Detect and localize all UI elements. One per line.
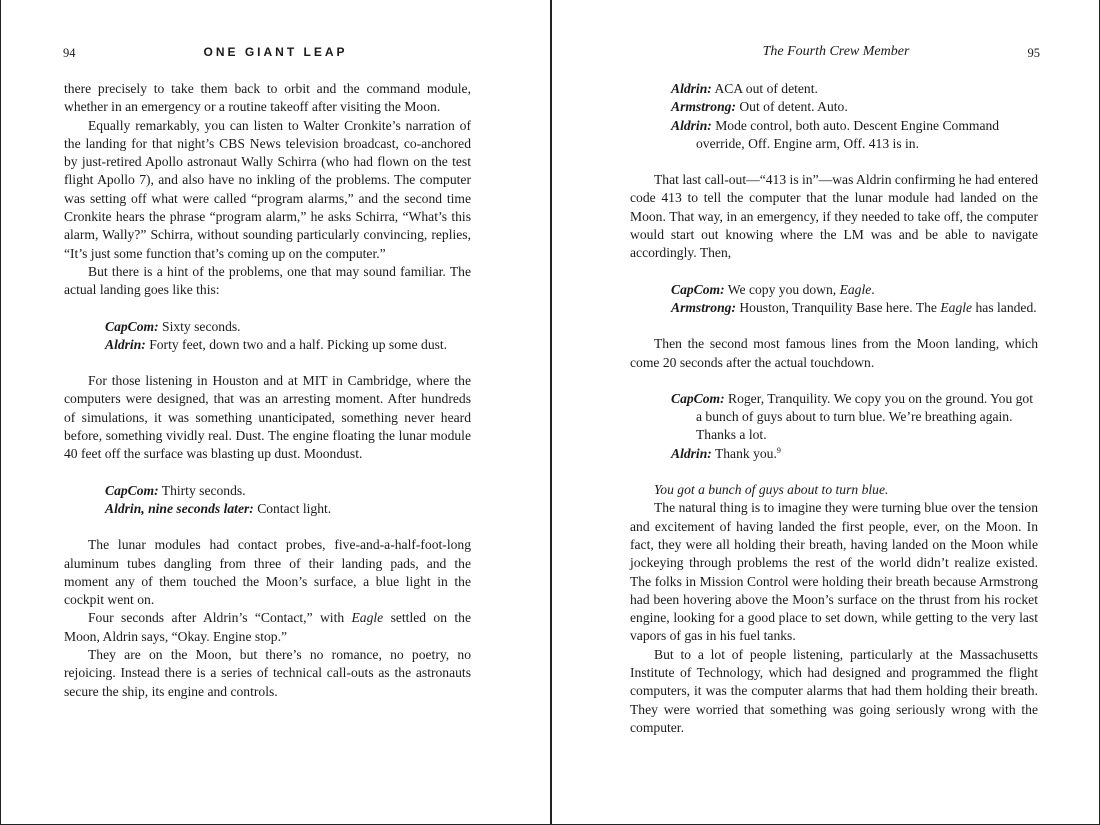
speaker-name: CapCom: (671, 281, 725, 297)
paragraph: there precisely to take them back to orbit and the command module, whether in an emergency or a routine takeoff after visiting the Moon. (64, 81, 471, 115)
paragraph: For those listening in Houston and at MIT in Cambridge, where the computers were designed, that was an arresting moment. After hundreds of simulations, it was something unanticipated, something never heard before, something vividly real. Dust. The engine floating the lunar module 40 feet off the surface was blasting up dust. Moondust. (64, 373, 471, 462)
running-head: ONE GIANT LEAP (203, 45, 348, 59)
paragraph: They are on the Moon, but there’s no romance, no poetry, no rejoicing. Instead there is a series of technical call-outs as the astronauts secure the ship, its engine and controls. (64, 647, 471, 699)
dialogue-line: Aldrin: Thank you.$^9$ (671, 445, 781, 461)
speaker-name: Aldrin: (671, 81, 712, 96)
paragraph: But to a lot of people listening, particularly at the Massachusetts Institute of Technology, which had designed and programmed the flight computers, it was the computer alarms that had them holding their breath. They were worried that something was going seriously wrong with the computer. (630, 646, 1038, 735)
dialogue-line: CapCom: Thirty seconds. (105, 482, 246, 498)
speaker-name: Aldrin: (671, 117, 712, 133)
speaker-name: CapCom: (105, 318, 159, 334)
dialogue-line: Aldrin: ACA out of detent. (671, 81, 818, 96)
speaker-name: Aldrin, nine seconds later: (105, 500, 254, 516)
dialogue-block (64, 318, 471, 355)
right-page-header (632, 43, 1040, 63)
paragraph: The lunar modules had contact probes, five-and-a-half-foot-long aluminum tubes dangling from three of their landing pads, and the moment any of them touched the Moon’s surface, a blue light in the cockpit went on. (64, 537, 471, 608)
paragraph: Equally remarkably, you can listen to Walter Cronkite’s narration of the landing for that night’s CBS News television broadcast, co-anchored by just-retired Apollo astronaut Wally Schirra (who had flown on the test flight Apollo 7), and also have no inkling of the problems. The computer was setting off what were called “program alarms,” and the second time Cronkite hears the phrase “program alarm,” he asks Schirra, “What’s this alarm, Wally?” Schirra, without sounding particularly convincing, replies, “It’s just some function that’s coming up on the computer.” (64, 117, 471, 261)
left-page (1, 0, 550, 823)
right-page (552, 0, 1100, 823)
running-head: The Fourth Crew Member (762, 44, 910, 59)
dialogue-line: CapCom: Roger, Tranquility. We copy you on the ground. You got a bunch of guys about to turn blue. We’re breathing again. Thanks a lot. (671, 390, 1034, 443)
footnote-marker: 9 (776, 445, 781, 455)
paragraph: The natural thing is to imagine they were turning blue over the tension and excitement of having landed the first people, ever, on the Moon. In fact, they were all holding their breath, having landed on the Moon while jockeying through problems the rest of the world didn’t realize existed. The folks in Mission Control were holding their breath because Armstrong had been hovering above the Moon’s surface on the thrust from his rocket engine, looking for a good place to set down, while getting to the very last vapors of gas in his fuel tanks. (630, 500, 1038, 644)
dialogue-line: Armstrong: Out of detent. Auto. (671, 99, 848, 115)
paragraph: That last call-out—“413 is in”—was Aldrin confirming he had entered code 413 to tell the computer that the lunar module had landed on the Moon. That way, in an emergency, if they needed to take off, the computer would start out knowing where the LM was and be able to navigate accordingly. Then, (630, 172, 1038, 261)
dialogue-line: CapCom: Sixty seconds. (105, 318, 241, 334)
speaker-name: Aldrin: (105, 336, 146, 352)
speaker-name: Armstrong: (671, 99, 736, 115)
speaker-name: CapCom: (105, 482, 159, 498)
dialogue-line: Aldrin: Forty feet, down two and a half. Picking up some dust. (105, 336, 448, 352)
page-number: 94 (63, 46, 76, 60)
dialogue-block (630, 281, 1038, 318)
dialogue-block (630, 80, 1038, 153)
paragraph: But there is a hint of the problems, one that may sound familiar. The actual landing goes like this: (64, 263, 471, 298)
dialogue-block (64, 482, 471, 519)
right-page-body (630, 80, 1038, 737)
dialogue-line: Armstrong: Houston, Tranquility Base here. The Eagle has landed. (671, 299, 1037, 315)
speaker-name: Armstrong: (671, 299, 736, 315)
dialogue-line: CapCom: We copy you down, Eagle. (671, 281, 875, 297)
left-page-header (63, 43, 488, 63)
paragraph: Four seconds after Aldrin’s “Contact,” with Eagle settled on the Moon, Aldrin says, “Okay. Engine stop.” (64, 610, 471, 644)
paragraph: You got a bunch of guys about to turn blue. (654, 482, 889, 498)
left-page-body (64, 80, 471, 701)
dialogue-block (630, 390, 1038, 463)
dialogue-line: Aldrin, nine seconds later: Contact light. (105, 500, 332, 516)
page-number: 95 (1027, 46, 1040, 60)
speaker-name: CapCom: (671, 390, 725, 406)
paragraph: Then the second most famous lines from the Moon landing, which come 20 seconds after the actual touchdown. (630, 336, 1038, 370)
speaker-name: Aldrin: (671, 445, 712, 461)
dialogue-line: Aldrin: Mode control, both auto. Descent Engine Command override, Off. Engine arm, Off. 413 is in. (671, 117, 1000, 151)
